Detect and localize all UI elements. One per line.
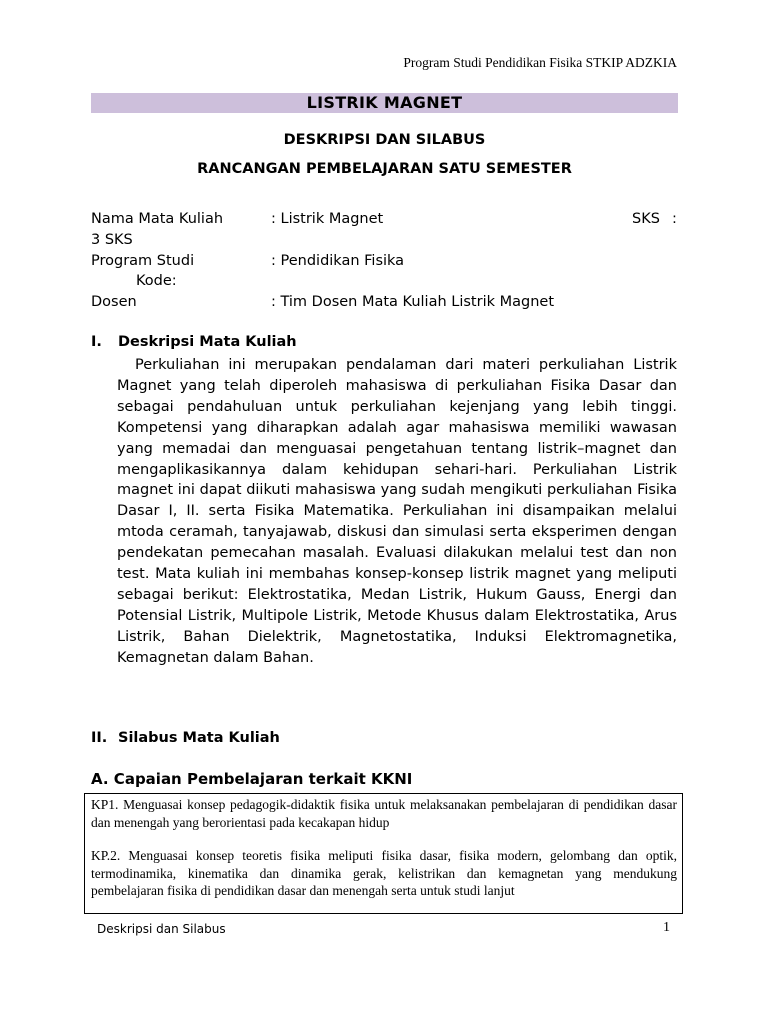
section-2-number: II. (91, 730, 108, 746)
program-value: : Pendidikan Fisika (271, 253, 405, 269)
sks-label: SKS (632, 211, 660, 227)
course-description: Perkuliahan ini merupakan pendalaman dari materi perkuliahan Listrik Magnet yang telah diperoleh mahasiswa di perkuliahan Fisika Dasar dan sebagai pendahuluan untuk perkuliahan kejenjang yang lebih tinggi. Kompetensi yang diharapkan adalah agar mahasiswa memiliki wawasan yang memadai dan menguasai pengetahuan tentang listrik–magnet dan mengaplikasikannya dalam kehidupan sehari-hari. Perkuliahan Listrik magnet ini dapat diikuti mahasiswa yang sudah mengikuti perkuliahan Fisika Dasar I, II. serta Fisika Matematika. Perkuliahan ini disampaikan melalui mtoda ceramah, tanyajawab, diskusi dan simulasi serta eksperimen dengan pendekatan pemecahan masalah. Evaluasi dilakukan melalui test dan non test. Mata kuliah ini membahas konsep-konsep listrik magnet yang meliputi sebagai berikut: Elektrostatika, Medan Listrik, Hukum Gauss, Energi dan Potensial Listrik, Multipole Listrik, Metode Khusus dalam Elektrostatika, Arus Listrik, Bahan Dielektrik, Magnetostatika, Induksi Elektromagnetika, Kemagnetan dalam Bahan. (117, 357, 677, 666)
sks-value: 3 SKS (91, 232, 133, 248)
kkni-box (84, 793, 683, 914)
sks-colon: : (672, 211, 677, 227)
page-number: 1 (663, 920, 670, 935)
section-1-title: Deskripsi Mata Kuliah (118, 334, 297, 350)
subtitle-description: DESKRIPSI DAN SILABUS (283, 132, 486, 148)
section-2-title: Silabus Mata Kuliah (118, 730, 280, 746)
section-1-number: I. (91, 334, 102, 350)
kkni-item: KP1. Menguasai konsep pedagogik-didaktik fisika untuk melaksanakan pembelajaran di pendidikan dasar dan menengah yang berorientasi pada kecakapan hidup (91, 797, 677, 830)
section-1-heading (91, 334, 297, 350)
lecturer-value: : Tim Dosen Mata Kuliah Listrik Magnet (271, 294, 555, 310)
course-name-value: : Listrik Magnet (271, 211, 384, 227)
document-title: LISTRIK MAGNET (91, 93, 678, 113)
kkni-item: KP.2. Menguasai konsep teoretis fisika meliputi fisika dasar, fisika modern, gelombang dan optik, termodinamika, kinematika dan dinamika gerak, kelistrikan dan kemagnetan yang mendukung pembelajaran fisika di pendidikan dasar dan menengah serta untuk studi lanjut (91, 848, 677, 898)
code-label: Kode: (136, 273, 177, 289)
program-label: Program Studi (91, 253, 195, 269)
subtitle-plan: RANCANGAN PEMBELAJARAN SATU SEMESTER (197, 161, 572, 177)
kkni-heading: A. Capaian Pembelajaran terkait KKNI (91, 770, 413, 788)
footer-label: Deskripsi dan Silabus (97, 922, 226, 936)
lecturer-label: Dosen (91, 294, 137, 310)
header-org: Program Studi Pendidikan Fisika STKIP ADZKIA (403, 55, 677, 70)
section-2-heading (91, 730, 280, 746)
course-name-label: Nama Mata Kuliah (91, 211, 224, 227)
